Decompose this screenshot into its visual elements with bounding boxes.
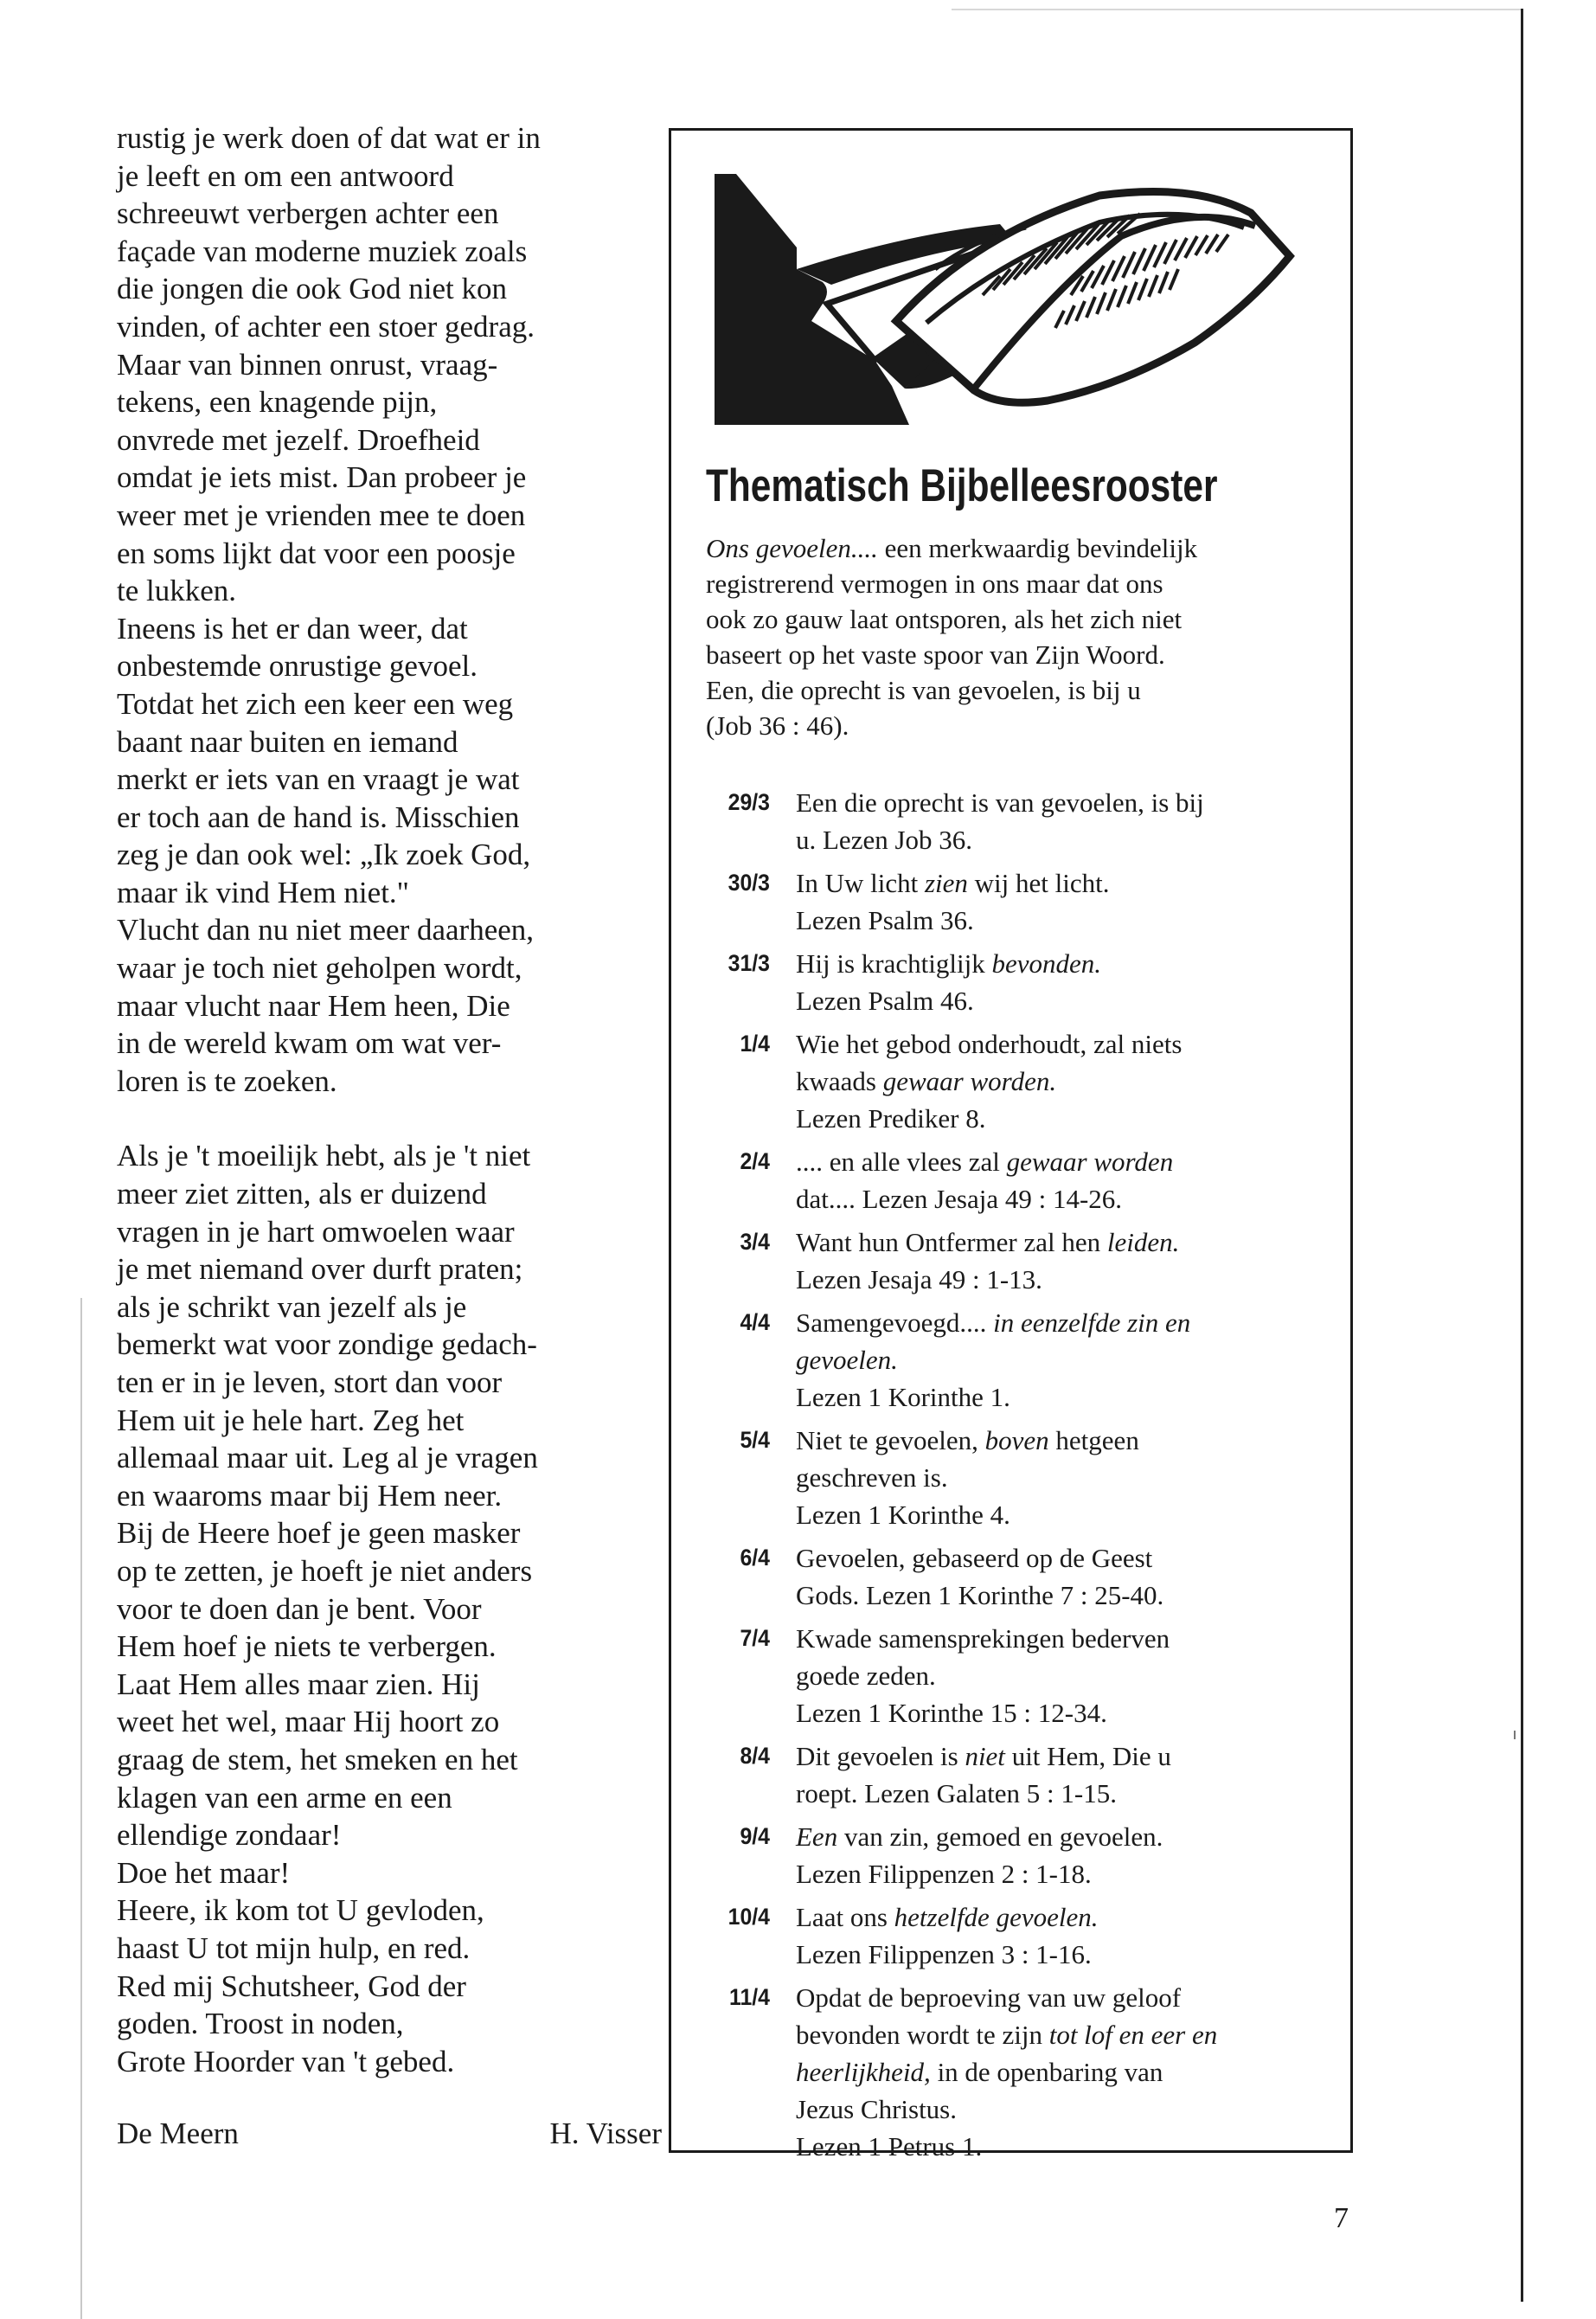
entry-line — [796, 2016, 1332, 2053]
entry-line — [796, 1341, 1332, 1378]
entry-line — [796, 1180, 1332, 1217]
entry-line — [796, 784, 1332, 821]
text-run: Lezen Filippenzen 3 : 1-16. — [796, 1939, 1092, 1969]
place-name: De Meern — [117, 2117, 239, 2150]
open-bible-hand-icon — [715, 174, 1320, 425]
text-line: haast U tot mijn hulp, en red. — [117, 1930, 471, 1965]
entry-date: 2/4 — [740, 1148, 770, 1174]
schedule-entry — [706, 1539, 1346, 1614]
entry-line — [796, 1936, 1332, 1973]
text-line: Bij de Heere hoef je geen masker — [117, 1516, 521, 1551]
text-line: graag de stem, het smeken en het — [117, 1742, 518, 1776]
text-line: Maar van binnen onrust, vraag- — [117, 347, 498, 382]
text-line: schreeuwt verbergen achter een — [117, 196, 499, 231]
text-line: er toch aan de hand is. Misschien — [117, 800, 520, 834]
text-line: bemerkt wat voor zondige gedach- — [117, 1327, 537, 1362]
text-run: In Uw licht — [796, 868, 925, 898]
text-line: en soms lijkt dat voor een poosje — [117, 536, 516, 570]
author-name: H. Visser — [549, 2117, 662, 2150]
text-run: Lezen 1 Korinthe 4. — [796, 1500, 1010, 1530]
text-run: Jezus Christus. — [796, 2094, 957, 2124]
text-line: ellendige zondaar! — [117, 1818, 342, 1853]
italic-phrase: tot lof en eer en — [1048, 2020, 1218, 2050]
entry-line — [796, 1422, 1332, 1459]
italic-phrase: heerlijkheid, — [796, 2057, 931, 2087]
entry-line — [796, 945, 1332, 982]
scan-speck — [1514, 1731, 1516, 1739]
text-run: uit Hem, Die u — [1004, 1741, 1171, 1771]
text-line: Vlucht dan nu niet meer daarheen, — [117, 913, 535, 948]
entry-line — [796, 1539, 1332, 1577]
text-run: Gods. Lezen 1 Korinthe 7 : 25-40. — [796, 1580, 1164, 1610]
schedule-entry — [706, 945, 1346, 1019]
scan-edge-right — [1521, 9, 1523, 2302]
text-run: roept. Lezen Galaten 5 : 1-15. — [796, 1778, 1117, 1808]
left-column — [117, 119, 662, 2080]
entry-line — [796, 1775, 1332, 1812]
text-run: Gevoelen, gebaseerd op de Geest — [796, 1543, 1153, 1573]
entry-date: 6/4 — [740, 1545, 770, 1571]
text-line: tekens, een knagende pijn, — [117, 385, 438, 420]
text-line: te lukken. — [117, 574, 237, 608]
entry-date: 5/4 — [740, 1427, 770, 1453]
intro-first-line-rest: een merkwaardig bevindelijk — [877, 533, 1198, 563]
entry-line — [796, 1855, 1332, 1892]
entry-line — [796, 1738, 1332, 1775]
text-run: Wie het gebod onderhoudt, zal niets — [796, 1029, 1183, 1059]
italic-phrase: zien — [924, 868, 968, 898]
schedule-entry — [706, 1422, 1346, 1533]
text-line: merkt er iets van en vraagt je wat — [117, 762, 520, 797]
text-line: Red mij Schutsheer, God der — [117, 1969, 466, 2003]
text-run: geschreven is. — [796, 1462, 948, 1493]
intro-line: baseert op het vaste spoor van Zijn Woord. — [706, 639, 1165, 670]
signature-line — [117, 2117, 662, 2151]
entry-text — [796, 864, 1332, 939]
text-run: Opdat de beproeving van uw geloof — [796, 1982, 1182, 2013]
intro-italic-phrase: Ons gevoelen.... — [706, 533, 878, 563]
entry-line — [796, 1459, 1332, 1496]
entry-date: 31/3 — [727, 950, 770, 976]
entry-text — [796, 1143, 1332, 1217]
text-line: Heere, ik kom tot U gevloden, — [117, 1893, 484, 1928]
entry-line — [796, 1979, 1332, 2016]
text-line: Ineens is het er dan weer, dat — [117, 611, 468, 646]
text-line: baant naar buiten en iemand — [117, 724, 458, 759]
entry-date: 4/4 — [740, 1309, 770, 1335]
text-line: onbestemde onrustige gevoel. — [117, 649, 478, 684]
text-run: Lezen Filippenzen 2 : 1-18. — [796, 1859, 1092, 1889]
italic-phrase: niet — [965, 1741, 1005, 1771]
text-line: Hem uit je hele hart. Zeg het — [117, 1403, 465, 1437]
entry-line — [796, 1577, 1332, 1614]
schedule-entry — [706, 864, 1346, 939]
text-line: maar vlucht naar Hem heen, Die — [117, 988, 510, 1023]
text-line: onvrede met jezelf. Droefheid — [117, 422, 480, 457]
text-line: je leeft en om een antwoord — [117, 158, 454, 193]
entry-text — [796, 1898, 1332, 1973]
text-line: goden. Troost in noden, — [117, 2007, 404, 2041]
entry-line — [796, 1694, 1332, 1731]
entry-text — [796, 1818, 1332, 1892]
entry-line — [796, 1657, 1332, 1694]
text-line: allemaal maar uit. Leg al je vragen — [117, 1441, 538, 1475]
entry-line — [796, 982, 1332, 1019]
schedule-entry — [706, 784, 1346, 858]
schedule-entry — [706, 1620, 1346, 1731]
scan-edge-top — [952, 9, 1522, 10]
italic-phrase: bevonden. — [991, 948, 1101, 979]
entry-line — [796, 902, 1332, 939]
intro-first-line — [706, 530, 1337, 566]
text-line: voor te doen dan je bent. Voor — [117, 1591, 482, 1626]
entry-line — [796, 1063, 1332, 1100]
text-run: Lezen Psalm 46. — [796, 986, 974, 1016]
entry-line — [796, 1620, 1332, 1657]
entry-line — [796, 2053, 1332, 2091]
italic-phrase: leiden. — [1106, 1227, 1180, 1257]
intro-lines — [706, 566, 1337, 743]
text-run: wij het licht. — [967, 868, 1110, 898]
entry-line — [796, 1100, 1332, 1137]
text-run: in de openbaring van — [930, 2057, 1163, 2087]
entry-line — [796, 864, 1332, 902]
schedule-entry — [706, 1979, 1346, 2165]
text-run: Lezen Psalm 36. — [796, 905, 974, 935]
schedule-intro — [706, 530, 1337, 743]
text-line: ten er in je leven, stort dan voor — [117, 1365, 503, 1399]
text-run: Lezen Jesaja 49 : 1-13. — [796, 1264, 1042, 1294]
entry-line — [796, 1261, 1332, 1298]
text-line: loren is te zoeken. — [117, 1063, 337, 1098]
text-run: hetgeen — [1048, 1425, 1139, 1455]
text-line: weet het wel, maar Hij hoort zo — [117, 1705, 500, 1739]
text-run: Kwade samensprekingen bederven — [796, 1623, 1170, 1654]
text-run: Samengevoegd.... — [796, 1307, 994, 1338]
entry-date: 10/4 — [727, 1904, 770, 1930]
text-line: rustig je werk doen of dat wat er in — [117, 121, 541, 155]
text-line: en waaroms maar bij Hem neer. — [117, 1478, 503, 1513]
schedule-entry — [706, 1304, 1346, 1416]
italic-phrase: boven — [984, 1425, 1049, 1455]
italic-phrase: hetzelfde gevoelen. — [894, 1902, 1099, 1932]
text-line: die jongen die ook God niet kon — [117, 272, 508, 306]
intro-line: ook zo gauw laat ontsporen, als het zich niet — [706, 604, 1183, 634]
text-line: Laat Hem alles maar zien. Hij — [117, 1667, 480, 1701]
text-line: klagen van een arme en een — [117, 1780, 452, 1815]
entry-line — [796, 1898, 1332, 1936]
italic-phrase: in eenzelfde zin en — [993, 1307, 1191, 1338]
text-line: Totdat het zich een keer een weg — [117, 686, 514, 721]
paragraph-2 — [117, 1137, 662, 2080]
entry-text — [796, 784, 1332, 858]
schedule-entry — [706, 1898, 1346, 1973]
intro-line: Een, die oprecht is van gevoelen, is bij u — [706, 675, 1141, 705]
schedule-heading: Thematisch Bijbelleesrooster — [706, 460, 1218, 511]
entry-line — [796, 1224, 1332, 1261]
text-run: Hij is krachtiglijk — [796, 948, 992, 979]
page-number: 7 — [1334, 2202, 1349, 2234]
entry-date: 1/4 — [740, 1031, 770, 1057]
schedule-entry — [706, 1143, 1346, 1217]
entry-text — [796, 1620, 1332, 1731]
text-run: Lezen 1 Korinthe 15 : 12-34. — [796, 1698, 1107, 1728]
entry-date: 30/3 — [727, 870, 770, 896]
text-line: Doe het maar! — [117, 1855, 291, 1890]
italic-phrase: Een — [796, 1821, 838, 1852]
text-line: zeg je dan ook wel: „Ik zoek God, — [117, 838, 531, 872]
text-run: Een die oprecht is van gevoelen, is bij — [796, 787, 1204, 818]
entry-date: 8/4 — [740, 1743, 770, 1769]
text-line: Hem hoef je niets te verbergen. — [117, 1629, 497, 1664]
entry-line — [796, 1378, 1332, 1416]
text-run: van zin, gemoed en gevoelen. — [837, 1821, 1163, 1852]
schedule-entry — [706, 1818, 1346, 1892]
text-run: dat.... Lezen Jesaja 49 : 14-26. — [796, 1184, 1123, 1214]
text-line: Als je 't moeilijk hebt, als je 't niet — [117, 1139, 531, 1173]
italic-phrase: gewaar worden — [1006, 1147, 1174, 1177]
entry-line — [796, 2128, 1332, 2165]
text-line: als je schrikt van jezelf als je — [117, 1289, 467, 1324]
paragraph-gap — [117, 1100, 662, 1137]
text-run: Dit gevoelen is — [796, 1741, 965, 1771]
entry-date: 7/4 — [740, 1625, 770, 1651]
entry-text — [796, 1304, 1332, 1416]
entry-text — [796, 1422, 1332, 1533]
entry-line — [796, 1025, 1332, 1063]
text-run: Lezen 1 Korinthe 1. — [796, 1382, 1010, 1412]
text-line: op te zetten, je hoeft je niet anders — [117, 1553, 533, 1588]
text-line: maar ik vind Hem niet." — [117, 875, 409, 909]
italic-phrase: gevoelen. — [796, 1345, 898, 1375]
text-run: goede zeden. — [796, 1661, 936, 1691]
text-run: Laat ons — [796, 1902, 894, 1932]
entry-date: 29/3 — [727, 789, 770, 815]
entry-text — [796, 1539, 1332, 1614]
entry-text — [796, 1979, 1332, 2165]
text-line: weer met je vrienden mee te doen — [117, 498, 526, 532]
entry-line — [796, 1818, 1332, 1855]
italic-phrase: gewaar worden. — [882, 1066, 1057, 1096]
text-line: waar je toch niet geholpen wordt, — [117, 951, 522, 986]
text-run: .... en alle vlees zal — [796, 1147, 1007, 1177]
text-run: Want hun Ontfermer zal hen — [796, 1227, 1107, 1257]
text-run: u. Lezen Job 36. — [796, 825, 973, 855]
entry-date: 9/4 — [740, 1823, 770, 1849]
text-run: Niet te gevoelen, — [796, 1425, 985, 1455]
text-line: omdat je iets mist. Dan probeer je — [117, 460, 527, 495]
schedule-list — [706, 784, 1346, 2171]
entry-text — [796, 1224, 1332, 1298]
entry-line — [796, 1496, 1332, 1533]
entry-text — [796, 945, 1332, 1019]
text-run: bevonden wordt te zijn — [796, 2020, 1049, 2050]
reading-schedule-box — [669, 128, 1353, 2162]
schedule-entry — [706, 1738, 1346, 1812]
paragraph-1 — [117, 119, 662, 1100]
entry-line — [796, 1304, 1332, 1341]
schedule-entry — [706, 1025, 1346, 1137]
text-line: in de wereld kwam om wat ver- — [117, 1026, 502, 1061]
scan-edge-left — [80, 1298, 82, 2319]
text-run: Lezen Prediker 8. — [796, 1103, 986, 1134]
entry-line — [796, 1143, 1332, 1180]
text-line: façade van moderne muziek zoals — [117, 234, 528, 268]
text-line: vragen in je hart omwoelen waar — [117, 1214, 515, 1249]
entry-date: 3/4 — [740, 1229, 770, 1255]
entry-date: 11/4 — [729, 1984, 770, 2010]
entry-line — [796, 2091, 1332, 2128]
schedule-entry — [706, 1224, 1346, 1298]
text-line: Grote Hoorder van 't gebed. — [117, 2044, 455, 2078]
entry-text — [796, 1738, 1332, 1812]
intro-line: (Job 36 : 46). — [706, 710, 849, 741]
intro-line: registrerend vermogen in ons maar dat ons — [706, 569, 1163, 599]
entry-text — [796, 1025, 1332, 1137]
text-line: je met niemand over durft praten; — [117, 1252, 523, 1287]
entry-line — [796, 821, 1332, 858]
text-run: Lezen 1 Petrus 1. — [796, 2131, 983, 2162]
text-line: vinden, of achter een stoer gedrag. — [117, 309, 535, 344]
text-line: meer ziet zitten, als er duizend — [117, 1177, 487, 1211]
text-run: kwaads — [796, 1066, 883, 1096]
